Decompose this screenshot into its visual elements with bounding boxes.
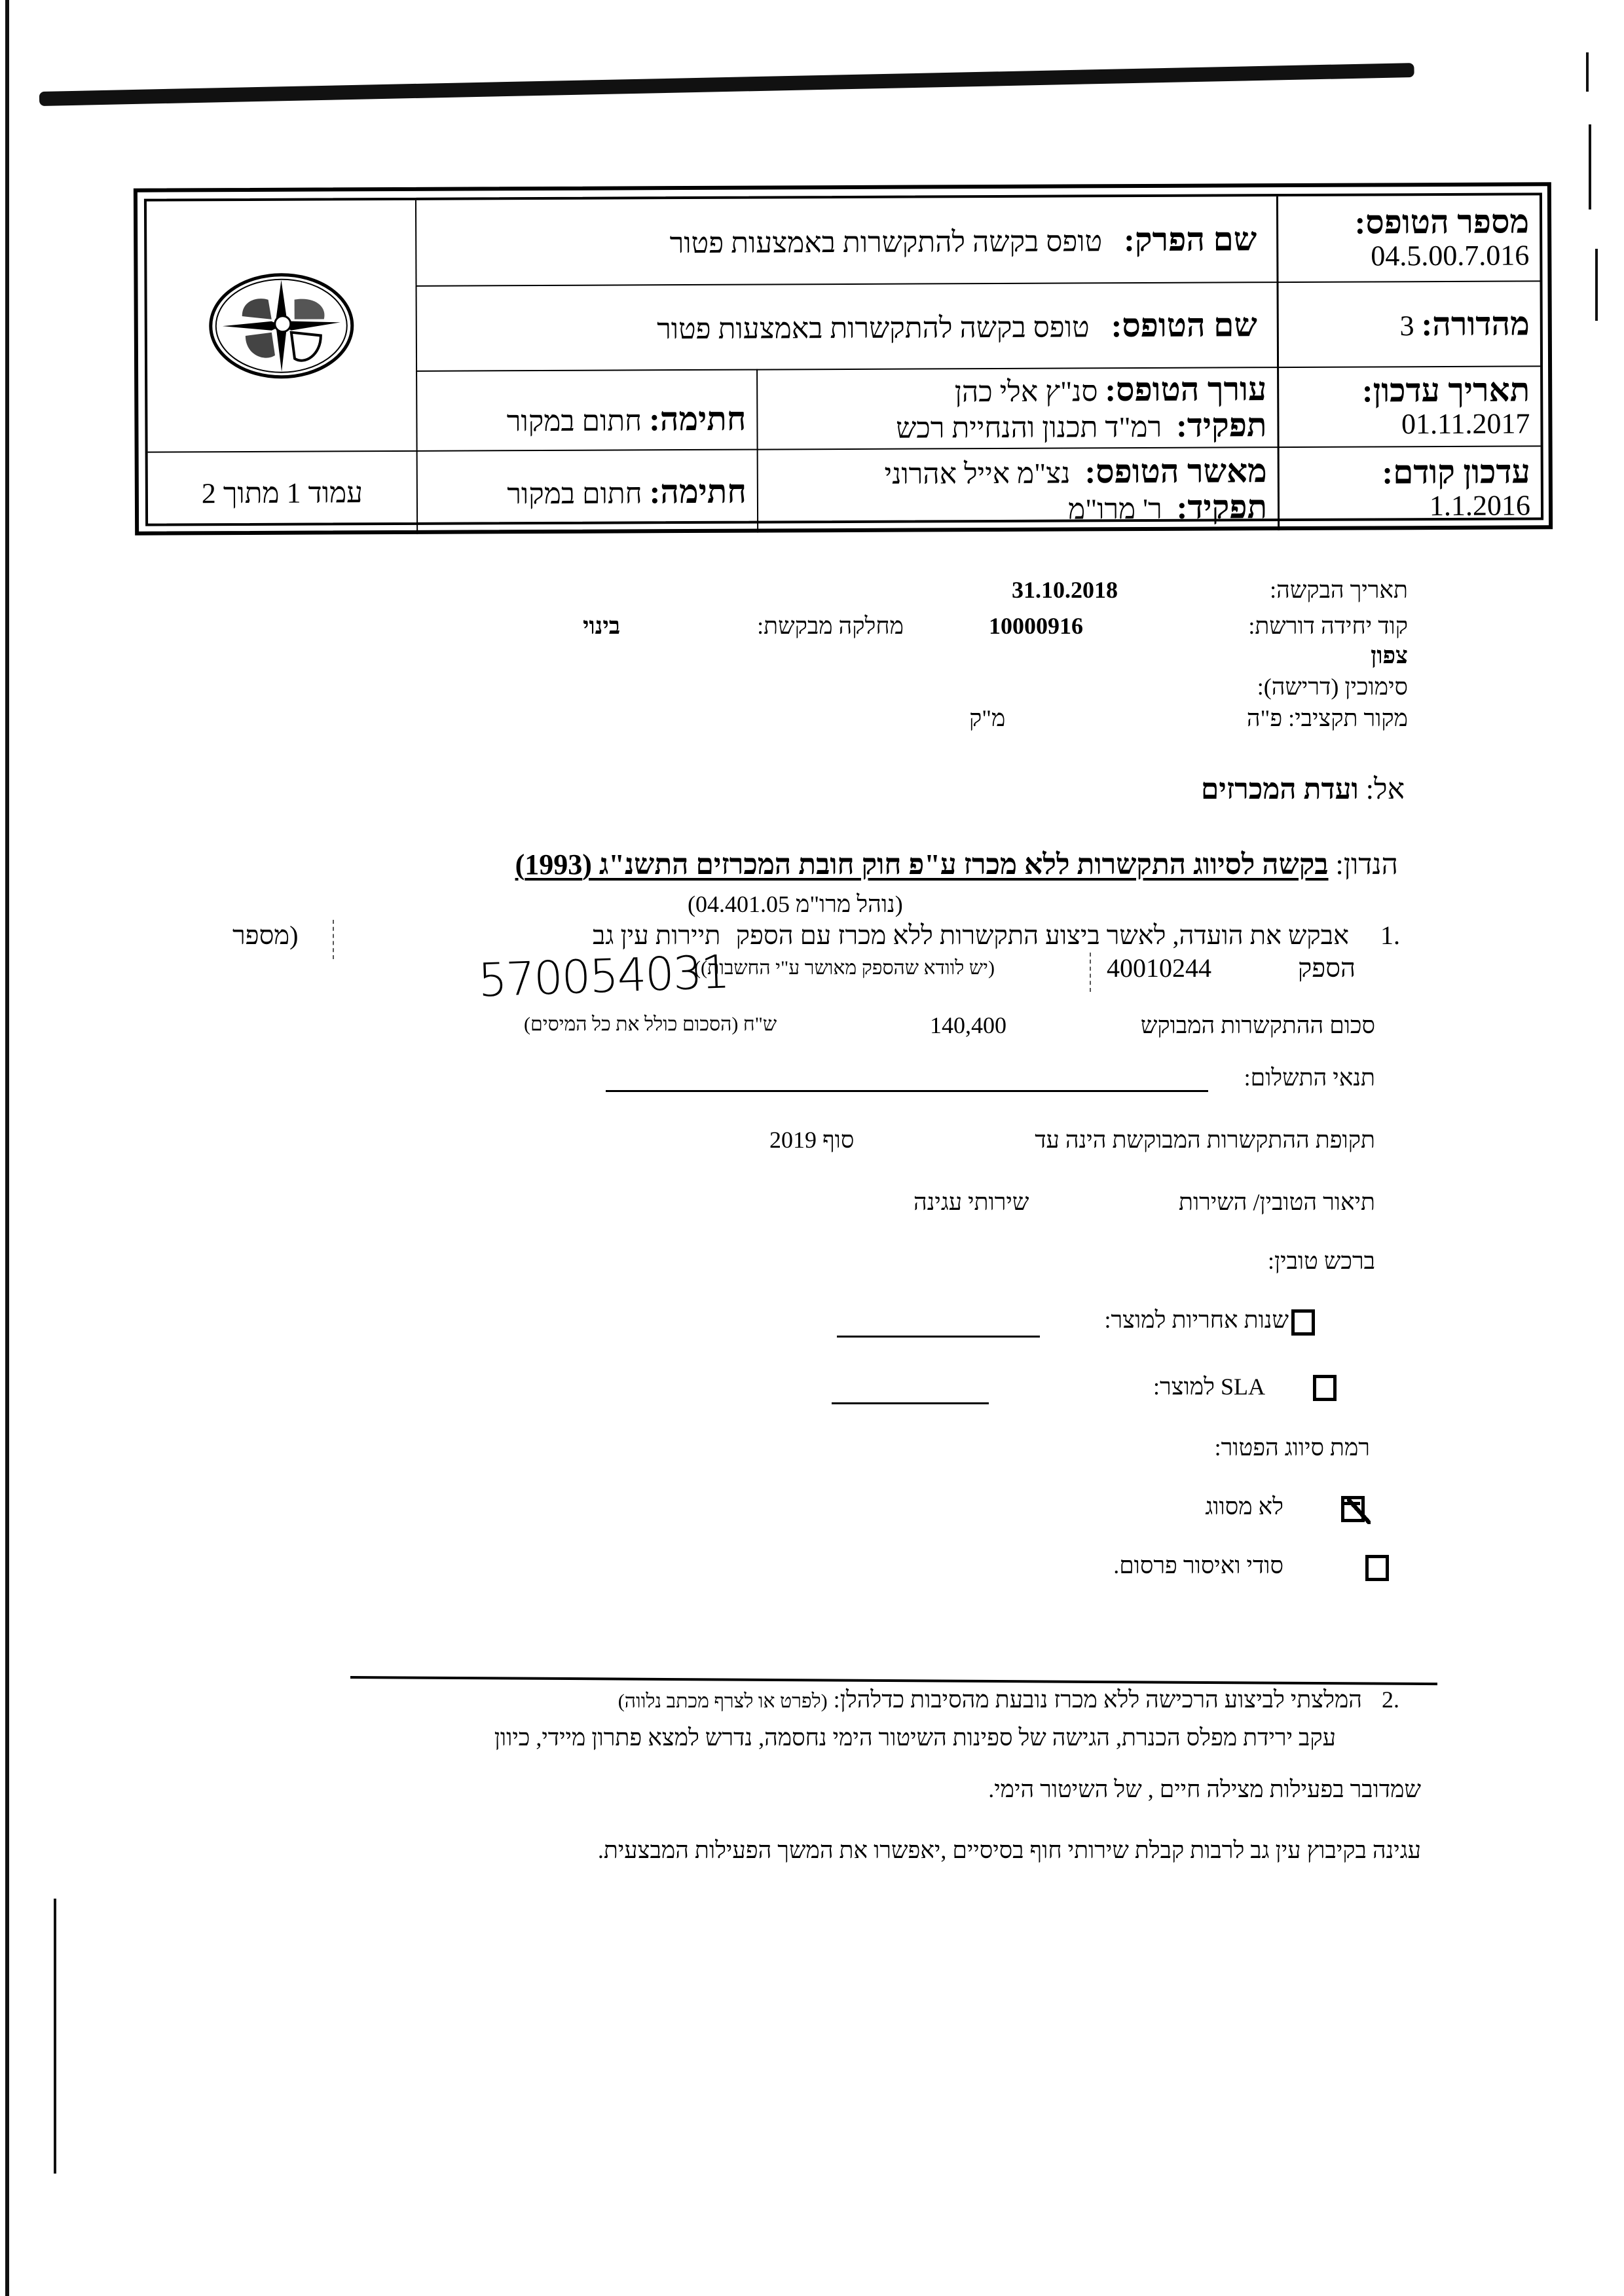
form-number-cell [1276,195,1540,282]
section1-text: אבקש את הועדה, לאשר ביצוע התקשרות ללא מכרז עם הספק [735,920,1349,950]
chapter-label: שם הפרק: [1124,220,1257,258]
subject-value: בקשה לסיווג התקשרות ללא מכרז ע"פ חוק חובת המכרזים התשנ"ג (1993) [515,848,1329,881]
supplier-note: (יש לוודא שהספק מאושר ע"י החשבות)) [694,957,995,979]
scan-right-mark [1595,249,1598,321]
section1-number: 1. [1380,920,1400,950]
approver-label: מאשר הטופס: [1084,452,1267,490]
update-date: 01.11.2017 [1401,407,1530,441]
chapter-name: טופס בקשה להתקשרות באמצעות פטור [669,225,1103,259]
version-value: 3 [1399,309,1414,342]
approver-signature-cell [416,449,758,534]
subject-line [515,848,1398,881]
description-label: תיאור הטובין/ השירות [1178,1189,1375,1215]
region-value: צפון [1371,642,1408,668]
approver-role-label: תפקיד: [1176,488,1268,526]
unit-code-value: 10000916 [989,613,1083,639]
approver-role: ר' מרו"מ [1068,492,1162,526]
section2-line3: עגינה בקיבוץ עין גב לרבות קבלת שירותי חוף בסיסיים ,יאפשרו את המשך הפעילות המבצעית. [597,1837,1421,1863]
supplier-number-label-end: הספק [1297,953,1356,983]
section2-line2: שמדובר בפעילות מצילה חיים , של השיטור הימי. [988,1776,1421,1802]
form-name: טופס בקשה להתקשרות באמצעות פטור [657,310,1090,345]
scan-margin-line [54,1899,56,2174]
description-value: שירותי עגינה [913,1189,1029,1215]
subject-label: הנדון: [1335,848,1398,881]
to-label: אל: [1365,773,1405,805]
amount-value: 140,400 [930,1012,1006,1038]
form-number: 04.5.00.7.016 [1371,239,1530,272]
form-header-table [134,182,1553,535]
handwritten-supplier-id: 570054031 [477,945,730,1008]
version-cell [1276,280,1540,367]
editor-role: רמ"ד תכנון והנחיית רכש [896,410,1162,445]
warranty-input[interactable] [837,1336,1040,1338]
amount-label: סכום ההתקשרות המבוקש [1140,1012,1375,1038]
editor-signature-cell [416,369,757,450]
field-separator [333,920,334,959]
section2-line1: עקב ירידת מפלס הכנרת, הגישה של ספינות השיטור הימי נחסמה, נדרש למצא פתרון מיידי, כיוון [494,1724,1336,1751]
department-value: בינוי [583,613,621,639]
update-date-label: תאריך עדכון: [1361,371,1530,409]
prev-update-label: עדכון קודם: [1382,453,1530,491]
reference-label: סימוכין (דרישה): [1257,674,1408,700]
update-date-cell [1277,365,1541,446]
payment-terms [1244,1064,1375,1091]
to-line [1201,773,1405,806]
page-info [148,450,417,536]
signature-label: חתימה: [649,400,747,438]
editor-role-label: תפקיד: [1176,407,1267,444]
budget-source-value: מ"ק [969,705,1006,731]
editor-label: עורך הטופס: [1105,371,1267,409]
supplier-name: תיירות עין גב [593,920,721,950]
amount-note: ש"ח (הסכום כולל את כל המיסים) [524,1013,777,1035]
approver-name: נצ"מ אייל אהרוני [884,457,1071,490]
form-number-label: מספר הטופס: [1354,203,1530,241]
police-emblem-icon [206,270,357,382]
payment-terms-label: תנאי התשלום: [1244,1065,1375,1091]
section2-number: 2. [1382,1686,1399,1713]
payment-terms-input[interactable] [606,1090,1208,1092]
classification-unclassified-checkbox[interactable] [1341,1496,1365,1522]
signature-value: חתום במקור [507,477,642,510]
sla-checkbox[interactable] [1313,1375,1337,1401]
scan-right-mark [1589,124,1591,210]
version-label: מהדורה: [1421,304,1530,342]
chapter-cell [415,196,1277,285]
supplier-number-label-start: (מספר [232,920,299,950]
form-name-label: שם הטופס: [1111,306,1257,344]
sla-input[interactable] [832,1402,989,1404]
form-name-cell [416,282,1278,371]
period-label: תקופת ההתקשרות המבוקשת הינה עד [1035,1127,1375,1153]
scan-edge-left [5,0,9,2296]
page-number-text: עמוד 1 מתוך 2 [201,476,363,510]
classification-label: רמת סיווג הפטור: [1214,1434,1370,1461]
budget-source-label: מקור תקציבי: פ"ה [1246,705,1408,731]
section-divider [350,1676,1437,1685]
scan-top-stroke [39,63,1414,106]
field-separator [1090,953,1091,992]
section2-heading-note: (לפרט או לצרף מכתב נלווה) [618,1690,828,1712]
signature-value: חתום במקור [506,405,642,438]
supplier-number: 40010244 [1107,953,1211,983]
classification-option-label: לא מסווג [1205,1493,1283,1520]
period-value: סוף 2019 [769,1127,855,1153]
section2-heading-text: המלצתי לביצוע הרכישה ללא מכרז נובעת מהסיבות כדלהלן: [833,1686,1362,1713]
classification-secret-checkbox[interactable] [1365,1555,1389,1581]
goods-purchase-label: ברכש טובין: [1267,1248,1375,1274]
request-date-value: 31.10.2018 [1012,577,1118,603]
warranty-label: שנות אחריות למוצר: [1104,1307,1289,1333]
sla-label: SLA למוצר: [1153,1374,1265,1400]
scan-right-mark [1586,52,1589,92]
logo-cell [147,200,416,452]
procedure-reference: (נוהל מרו"מ 04.401.05) [688,891,903,917]
approver-cell [757,446,1278,532]
request-date-label: תאריך הבקשה: [1270,577,1408,603]
prev-update-cell [1278,445,1541,530]
unit-code-label: קוד יחידה דורשת: [1248,613,1408,639]
warranty-checkbox[interactable] [1291,1309,1315,1336]
classification-option-label: סודי ואיסור פרסום. [1113,1552,1283,1578]
signature-label: חתימה: [649,473,747,510]
editor-name: סנ"ץ אלי כהן [954,375,1098,409]
editor-cell [756,367,1278,448]
prev-update: 1.1.2016 [1429,489,1531,522]
department-label: מחלקה מבקשת: [757,613,904,639]
section2-heading [618,1686,1362,1713]
to-value: ועדת המכרזים [1200,773,1359,805]
